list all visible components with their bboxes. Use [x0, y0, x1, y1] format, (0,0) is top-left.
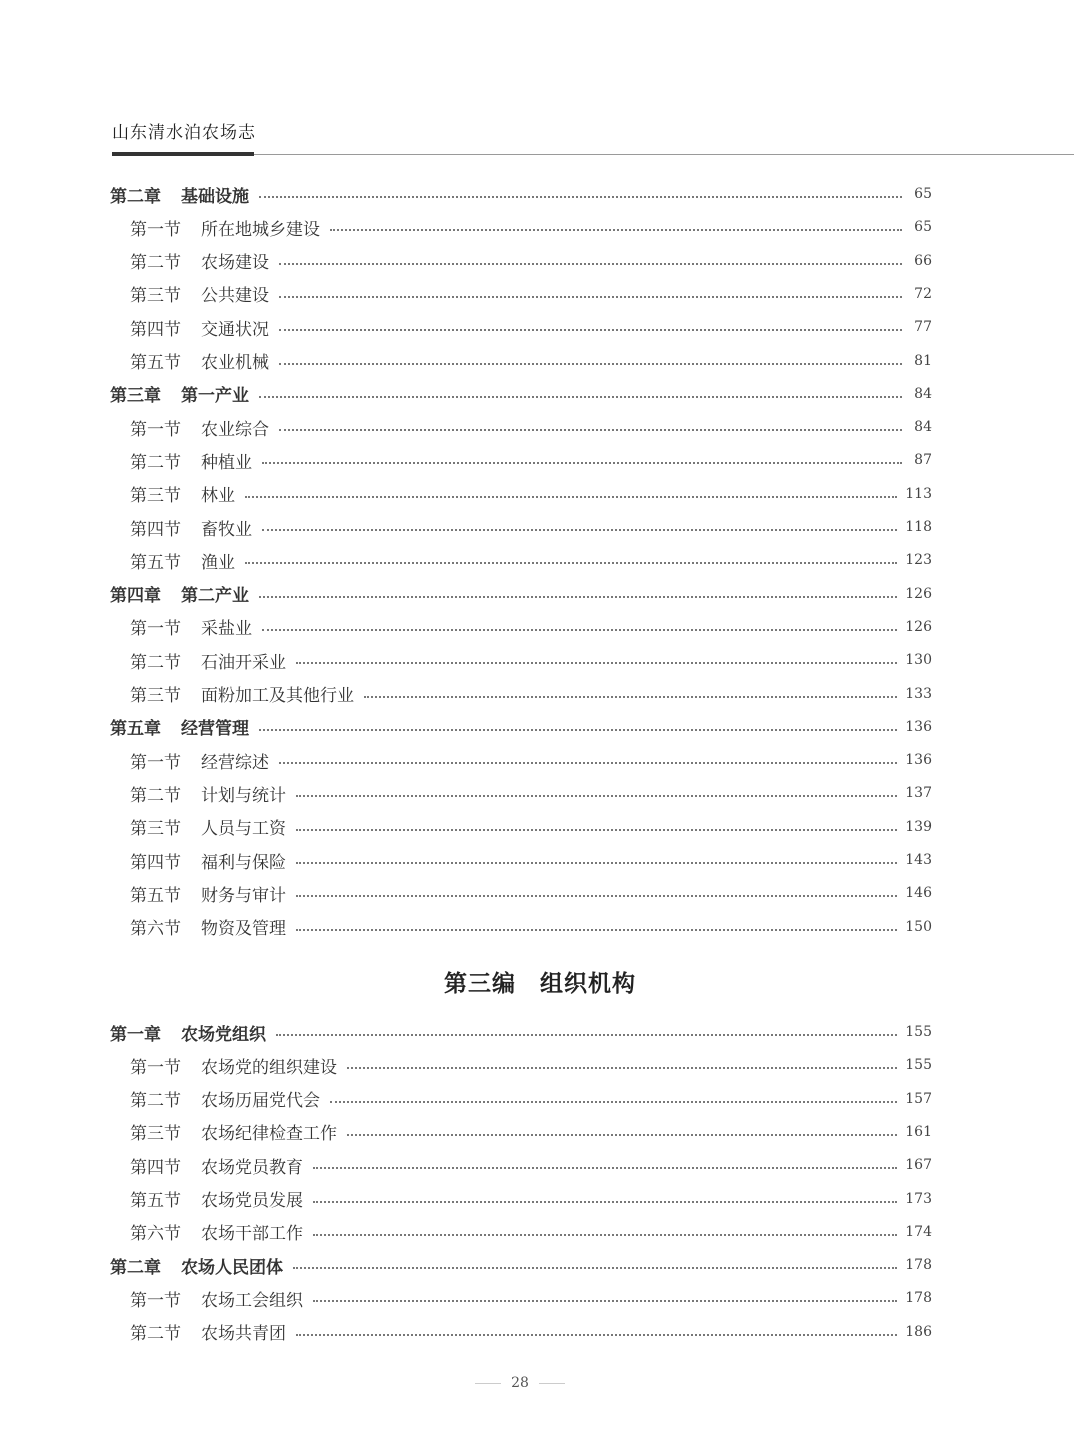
toc-entry-page-number: 155 [905, 1057, 932, 1074]
toc-entry-number: 第二节 [130, 253, 181, 274]
toc-entry-title: 物资及管理 [201, 919, 286, 940]
toc-entry-label [130, 848, 286, 873]
toc-entry-label [130, 448, 252, 473]
toc-section-entry[interactable] [130, 646, 932, 674]
toc-entry-number: 第五节 [130, 552, 181, 573]
running-head-title: 山东清水泊农场志 [112, 123, 256, 143]
toc-entry-title: 公共建设 [201, 286, 269, 307]
toc-section-entry[interactable] [130, 446, 932, 474]
footer-dash-right [539, 1383, 565, 1384]
toc-entry-page-number: 126 [905, 618, 932, 635]
toc-entry-label [130, 315, 269, 340]
dot-leader [296, 795, 897, 797]
page-footer [0, 1375, 1040, 1391]
toc-section-entry[interactable] [130, 1118, 932, 1146]
toc-entry-number: 第三章 [110, 386, 161, 407]
toc-section-entry[interactable] [130, 213, 932, 241]
toc-entry-page-number: 178 [905, 1290, 932, 1307]
dot-leader [262, 629, 897, 631]
toc-entry-title: 农场党的组织建设 [201, 1057, 337, 1078]
toc-entry-page-number: 136 [905, 752, 932, 769]
toc-section-entry[interactable] [130, 347, 932, 375]
toc-entry-label [130, 348, 269, 373]
toc-entry-page-number: 65 [914, 219, 932, 236]
toc-section-entry[interactable] [130, 247, 932, 275]
toc-entry-label [130, 614, 252, 639]
toc-entry-title: 农场建设 [201, 253, 269, 274]
dot-leader [259, 396, 902, 398]
toc-section-entry[interactable] [130, 513, 932, 541]
dot-leader [313, 1201, 897, 1203]
toc-entry-label [130, 548, 235, 573]
toc-entry-label [110, 1020, 266, 1045]
toc-entry-page-number: 143 [905, 852, 932, 868]
dot-leader [293, 1267, 897, 1269]
toc-entry-page-number: 77 [914, 319, 932, 336]
toc-entry-number: 第二节 [130, 652, 181, 673]
toc-entry-page-number: 72 [914, 285, 932, 302]
toc-entry-page-number: 65 [914, 186, 932, 202]
toc-entry-label [130, 1286, 303, 1311]
toc-entry-page-number: 167 [905, 1157, 932, 1174]
toc-entry-title: 种植业 [201, 452, 252, 473]
toc-entry-page-number: 161 [905, 1123, 932, 1140]
toc-entry-title: 农场工会组织 [201, 1290, 303, 1311]
toc-entry-number: 第二章 [110, 1257, 161, 1278]
dot-leader [313, 1300, 897, 1302]
toc-entry-page-number: 136 [905, 718, 932, 735]
toc-entry-label [130, 515, 252, 540]
toc-entry-label [130, 248, 269, 273]
dot-leader [279, 329, 902, 331]
dot-leader [279, 762, 897, 764]
dot-leader [364, 696, 897, 698]
dot-leader [296, 662, 897, 664]
toc-section-entry[interactable] [130, 613, 932, 641]
toc-entry-page-number: 146 [905, 885, 932, 902]
toc-section-entry[interactable] [130, 879, 932, 907]
toc-entry-title: 农场干部工作 [201, 1224, 303, 1245]
header-rule [112, 154, 1074, 155]
toc-entry-page-number: 157 [905, 1090, 932, 1107]
toc-entry-number: 第三节 [130, 1124, 181, 1145]
toc-entry-label [130, 1186, 303, 1211]
page-number: 28 [511, 1375, 529, 1391]
dot-leader [279, 263, 902, 265]
toc-entry-number: 第二章 [110, 186, 161, 207]
toc-entry-page-number: 155 [905, 1024, 932, 1040]
header-rule-accent [112, 152, 254, 156]
toc-entry-title: 农场党员发展 [201, 1191, 303, 1211]
toc-entry-title: 福利与保险 [201, 852, 286, 873]
toc-entry-page-number: 173 [905, 1190, 932, 1207]
toc-entry-title: 农场共青团 [201, 1324, 286, 1345]
toc-entry-title: 农业机械 [201, 353, 269, 373]
toc-entry-number: 第一节 [130, 219, 181, 240]
dot-leader [276, 1034, 897, 1036]
toc-entry-label [110, 182, 249, 207]
toc-entry-label [130, 648, 286, 673]
dot-leader [330, 229, 902, 231]
toc-section-entry[interactable] [130, 1218, 932, 1246]
dot-leader [279, 363, 902, 365]
toc-entry-label [130, 881, 286, 906]
toc-entry-label [130, 681, 354, 706]
dot-leader [279, 296, 902, 298]
toc-entry-number: 第四节 [130, 852, 181, 873]
dot-leader [259, 596, 897, 598]
toc-entry-title: 农场党员教育 [201, 1157, 303, 1178]
toc-entry-title: 农场历届党代会 [201, 1091, 320, 1112]
dot-leader [296, 895, 897, 897]
toc-entry-title: 石油开采业 [201, 652, 286, 673]
toc-entry-label [130, 1053, 337, 1078]
part-title: 第三编 组织机构 [444, 970, 636, 997]
toc-entry-number: 第三节 [130, 286, 181, 307]
toc-section-entry[interactable] [130, 1318, 932, 1346]
toc-entry-label [130, 1153, 303, 1178]
toc-entry-number: 第一章 [110, 1024, 161, 1045]
toc-entry-title: 交通状况 [201, 319, 269, 340]
toc-section-entry[interactable] [130, 913, 932, 941]
dot-leader [259, 729, 897, 731]
toc-entry-title: 畜牧业 [201, 519, 252, 540]
toc-entry-page-number: 84 [914, 385, 932, 402]
toc-entry-page-number: 137 [905, 785, 932, 802]
toc-entry-title: 农业综合 [201, 419, 269, 440]
toc-entry-number: 第三节 [130, 819, 181, 840]
dot-leader [313, 1167, 897, 1169]
toc-entry-page-number: 66 [914, 252, 932, 269]
toc-entry-page-number: 118 [905, 519, 932, 535]
toc-entry-page-number: 186 [905, 1323, 932, 1340]
toc-entry-number: 第一节 [130, 1290, 181, 1311]
toc-entry-number: 第五节 [130, 1191, 181, 1211]
toc-entry-number: 第三节 [130, 486, 181, 507]
toc-entry-label [110, 1253, 283, 1278]
toc-entry-label [130, 1219, 303, 1244]
toc-entry-title: 基础设施 [181, 186, 249, 207]
toc-chapter-entry[interactable] [110, 1018, 932, 1046]
toc-section-entry[interactable] [130, 680, 932, 708]
toc-section-entry[interactable] [130, 480, 932, 508]
toc-entry-title: 所在地城乡建设 [201, 219, 320, 240]
toc-section-entry[interactable] [130, 1151, 932, 1179]
toc-entry-number: 第一节 [130, 419, 181, 440]
toc-entry-page-number: 126 [905, 585, 932, 602]
toc-chapter-entry[interactable] [110, 713, 932, 741]
toc-entry-page-number: 178 [905, 1257, 932, 1274]
toc-entry-number: 第五节 [130, 353, 181, 373]
toc-section-entry[interactable] [130, 1185, 932, 1213]
toc-entry-number: 第四节 [130, 519, 181, 540]
toc-entry-page-number: 133 [905, 685, 932, 702]
toc-section-entry[interactable] [130, 813, 932, 841]
toc-entry-number: 第一节 [130, 1057, 181, 1078]
toc-entry-title: 面粉加工及其他行业 [201, 686, 354, 706]
toc-entry-label [130, 1319, 286, 1344]
toc-entry-title: 采盐业 [201, 619, 252, 640]
toc-entry-label [130, 481, 235, 506]
toc-section-entry[interactable] [130, 313, 932, 341]
toc-entry-title: 农场党组织 [181, 1024, 266, 1045]
toc-entry-label [130, 1086, 320, 1111]
toc-entry-title: 第一产业 [181, 386, 249, 407]
toc-entry-label [110, 714, 249, 739]
dot-leader [245, 562, 897, 564]
toc-section-entry[interactable] [130, 1051, 932, 1079]
toc-entry-title: 人员与工资 [201, 819, 286, 840]
dot-leader [296, 862, 897, 864]
toc-entry-number: 第一节 [130, 752, 181, 773]
toc-chapter-entry[interactable] [110, 580, 932, 608]
toc-section-entry[interactable] [130, 746, 932, 774]
toc-entry-label [130, 748, 269, 773]
toc-entry-title: 第二产业 [181, 586, 249, 607]
dot-leader [245, 496, 897, 498]
toc-section-entry[interactable] [130, 1085, 932, 1113]
toc-chapter-entry[interactable] [110, 1251, 932, 1279]
toc-entry-number: 第五节 [130, 885, 181, 906]
toc-entry-number: 第四节 [130, 319, 181, 340]
toc-entry-title: 农场纪律检查工作 [201, 1124, 337, 1145]
toc-entry-number: 第一节 [130, 619, 181, 640]
toc-entry-number: 第二节 [130, 1324, 181, 1345]
dot-leader [259, 196, 902, 198]
toc-entry-label [130, 781, 286, 806]
dot-leader [296, 1334, 897, 1336]
dot-leader [330, 1101, 897, 1103]
toc-entry-number: 第六节 [130, 919, 181, 940]
toc-entry-label [110, 581, 249, 606]
toc-entry-page-number: 130 [905, 652, 932, 669]
toc-entry-number: 第五章 [110, 719, 161, 740]
toc-section-entry[interactable] [130, 779, 932, 807]
toc-entry-label [130, 814, 286, 839]
toc-entry-number: 第二节 [130, 452, 181, 473]
toc-section-entry[interactable] [130, 1284, 932, 1312]
toc-section-entry[interactable] [130, 280, 932, 308]
dot-leader [296, 829, 897, 831]
toc-entry-title: 渔业 [201, 552, 235, 573]
toc-entry-title: 财务与审计 [201, 885, 286, 906]
toc-entry-number: 第四章 [110, 586, 161, 607]
toc-entry-page-number: 113 [905, 485, 932, 502]
toc-section-entry[interactable] [130, 413, 932, 441]
dot-leader [279, 429, 902, 431]
toc-entry-page-number: 150 [905, 918, 932, 935]
dot-leader [296, 929, 897, 931]
toc-entry-number: 第六节 [130, 1224, 181, 1245]
dot-leader [347, 1067, 897, 1069]
toc-entry-page-number: 139 [905, 818, 932, 835]
toc-section-entry[interactable] [130, 846, 932, 874]
dot-leader [262, 529, 897, 531]
toc-entry-title: 计划与统计 [201, 785, 286, 806]
toc-entry-label [130, 215, 320, 240]
footer-dash-left [475, 1383, 501, 1384]
dot-leader [313, 1234, 897, 1236]
toc-entry-page-number: 174 [905, 1223, 932, 1240]
toc-entry-label [110, 381, 249, 406]
toc-entry-page-number: 123 [905, 552, 932, 569]
toc-entry-page-number: 81 [914, 352, 932, 369]
toc-section-entry[interactable] [130, 546, 932, 574]
toc-entry-label [130, 1119, 337, 1144]
toc-chapter-entry[interactable] [110, 180, 932, 208]
toc-entry-title: 林业 [201, 486, 235, 507]
toc-entry-number: 第四节 [130, 1157, 181, 1178]
toc-entry-label [130, 281, 269, 306]
dot-leader [347, 1134, 897, 1136]
toc-entry-label [130, 415, 269, 440]
toc-entry-number: 第二节 [130, 1091, 181, 1112]
toc-chapter-entry[interactable] [110, 380, 932, 408]
toc-entry-number: 第二节 [130, 785, 181, 806]
toc-entry-page-number: 84 [914, 419, 932, 436]
toc-entry-title: 农场人民团体 [181, 1257, 283, 1278]
toc-entry-label [130, 914, 286, 939]
toc-entry-title: 经营管理 [181, 719, 249, 740]
toc-entry-title: 经营综述 [201, 752, 269, 773]
dot-leader [262, 462, 902, 464]
toc-entry-number: 第三节 [130, 686, 181, 706]
toc-entry-page-number: 87 [914, 452, 932, 469]
